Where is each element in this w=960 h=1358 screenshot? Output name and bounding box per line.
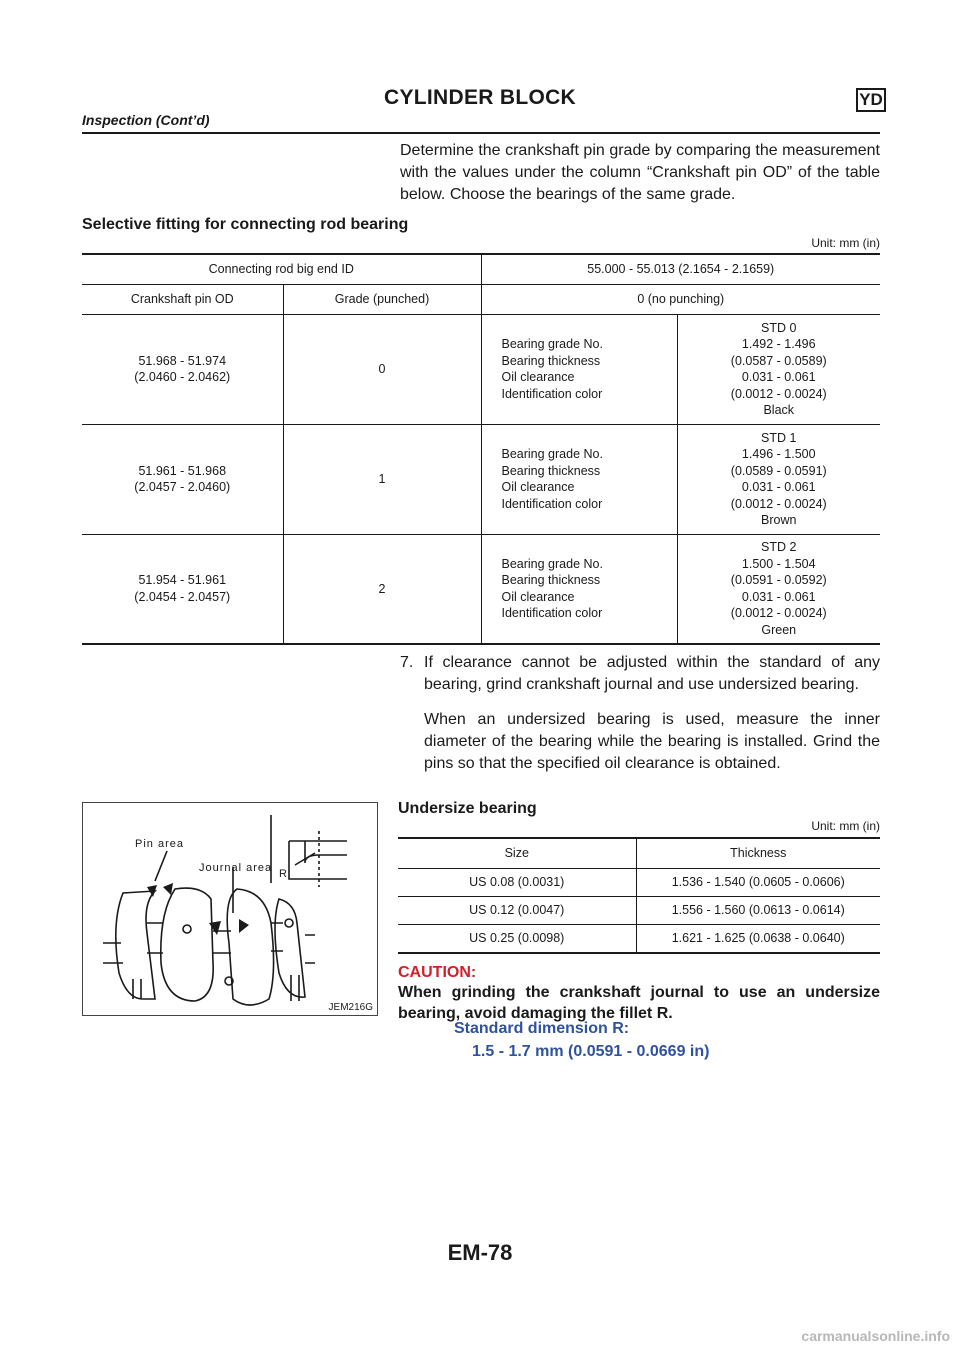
bearing-labels-cell: Bearing grade No. Bearing thickness Oil clearance Identification color [481, 534, 677, 644]
crankshaft-illustration [83, 803, 377, 1015]
column-header: Crankshaft pin OD [130, 292, 234, 306]
big-end-id-label: Connecting rod big end ID [208, 262, 354, 277]
engine-badge: YD [856, 88, 886, 112]
table1-unit: Unit: mm (in) [811, 236, 880, 250]
pin-od-cell: 51.954 - 51.961 (2.0454 - 2.0457) [134, 573, 231, 604]
header-rule [82, 132, 880, 134]
step-number: 7. [400, 654, 414, 671]
table-row [82, 534, 880, 644]
column-header: Grade (punched) [283, 284, 481, 314]
footer-watermark: carmanualsonline.info [801, 1328, 950, 1344]
table-row [398, 924, 880, 953]
standard-dimension-label: Standard dimension R: [454, 1020, 630, 1037]
page-title: CYLINDER BLOCK [383, 86, 577, 109]
column-header: Thickness [636, 838, 880, 868]
intro-paragraph: Determine the crankshaft pin grade by comparing the measurement with the values under the column “Crankshaft pin OD” of the table below. Choose the bearings of the same grade. [400, 142, 880, 203]
bearing-values-cell: STD 0 1.492 - 1.496 (0.0587 - 0.0589) 0.031 - 0.061 (0.0012 - 0.0024) Black [677, 314, 880, 424]
undersize-bearing-table [398, 837, 880, 954]
table-row [398, 896, 880, 924]
page-number: EM-78 [447, 1240, 513, 1265]
table-row [82, 424, 880, 534]
thickness-cell: 1.621 - 1.625 (0.0638 - 0.0640) [636, 924, 880, 953]
table-row [398, 838, 880, 868]
column-header: Size [504, 846, 529, 861]
table-row [398, 868, 880, 896]
table-row [82, 254, 880, 284]
table-row [82, 314, 880, 424]
caution-heading: CAUTION: [398, 964, 477, 981]
step-note: When an undersized bearing is used, measure the inner diameter of the bearing while the bearing is installed. Grind the pins so that the specified oil clearance is obtained. [424, 711, 880, 772]
pin-od-cell: 51.961 - 51.968 (2.0457 - 2.0460) [134, 463, 231, 494]
caution-text: When grinding the crankshaft journal to use an undersize bearing, avoid damaging the fillet R. [398, 984, 880, 1022]
thickness-cell: 1.556 - 1.560 (0.0613 - 0.0614) [636, 896, 880, 924]
table2-unit: Unit: mm (in) [811, 819, 880, 833]
standard-dimension-value: 1.5 - 1.7 mm (0.0591 - 0.0669 in) [472, 1043, 710, 1060]
figure-id: JEM216G [328, 1002, 373, 1013]
column-header: 0 (no punching) [481, 284, 880, 314]
selective-fitting-table [82, 253, 880, 645]
step-text: If clearance cannot be adjusted within the standard of any bearing, grind crankshaft journal and use undersized bearing. [424, 654, 880, 693]
size-cell: US 0.08 (0.0031) [469, 875, 565, 889]
page-subtitle: Inspection (Cont’d) [82, 112, 210, 128]
grade-cell: 2 [283, 534, 481, 644]
size-cell: US 0.25 (0.0098) [469, 931, 565, 946]
bearing-values-cell: STD 2 1.500 - 1.504 (0.0591 - 0.0592) 0.031 - 0.061 (0.0012 - 0.0024) Green [677, 534, 880, 644]
grade-cell: 1 [283, 424, 481, 534]
bearing-labels-cell: Bearing grade No. Bearing thickness Oil clearance Identification color [481, 314, 677, 424]
bearing-values-cell: STD 1 1.496 - 1.500 (0.0589 - 0.0591) 0.031 - 0.061 (0.0012 - 0.0024) Brown [677, 424, 880, 534]
thickness-cell: 1.536 - 1.540 (0.0605 - 0.0606) [636, 868, 880, 896]
pin-od-cell: 51.968 - 51.974 (2.0460 - 2.0462) [134, 353, 231, 384]
table1-title: Selective fitting for connecting rod bearing [82, 216, 409, 233]
big-end-id-value: 55.000 - 55.013 (2.1654 - 2.1659) [481, 254, 880, 284]
table-row [82, 284, 880, 314]
crankshaft-figure [82, 802, 378, 1016]
size-cell: US 0.12 (0.0047) [469, 903, 565, 917]
grade-cell: 0 [283, 314, 481, 424]
fillet-r-label: R [279, 868, 287, 880]
bearing-labels-cell: Bearing grade No. Bearing thickness Oil clearance Identification color [481, 424, 677, 534]
journal-area-label: Journal area [199, 862, 273, 874]
pin-area-label: Pin area [135, 838, 184, 850]
table2-title: Undersize bearing [398, 800, 537, 817]
